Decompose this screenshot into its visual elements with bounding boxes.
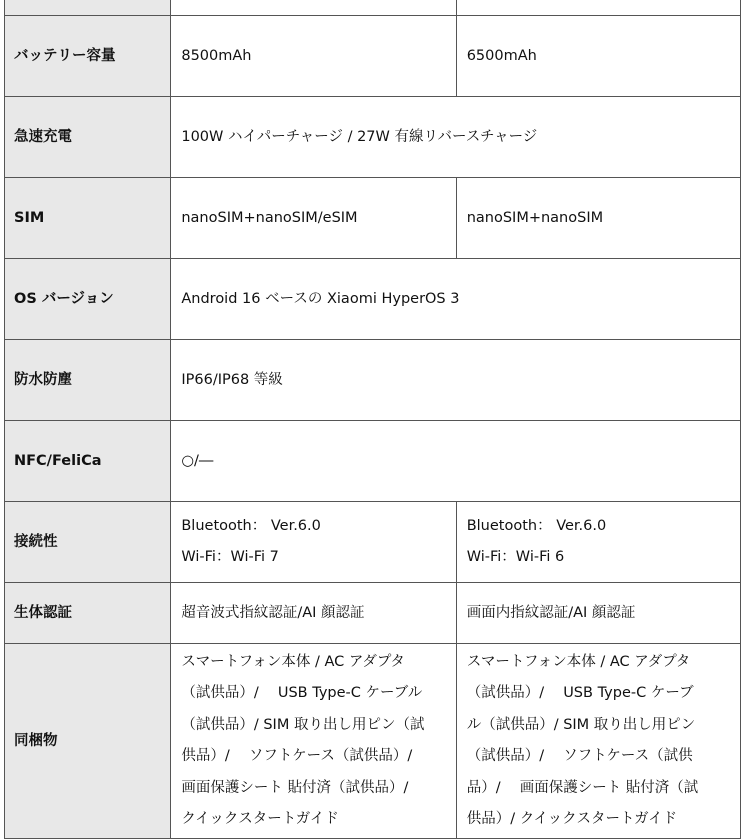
value-cell-merged: 100W ハイパーチャージ / 27W 有線リバースチャージ — [171, 97, 741, 178]
value-cell-merged: ○/― — [171, 421, 741, 502]
value-line: Wi-Fi：Wi-Fi 7 — [181, 549, 279, 565]
row-label: SIM — [5, 178, 171, 259]
table-row-fast-charge — [5, 97, 741, 178]
value-cell: nanoSIM+nanoSIM/eSIM — [171, 178, 456, 259]
value-cell — [456, 502, 740, 583]
value-cell — [171, 502, 456, 583]
value-cell: 画面内指紋認証/AI 顔認証 — [456, 583, 740, 644]
table-row-sim — [5, 178, 741, 259]
value-line: ル（試供品）/ SIM 取り出し用ピン — [466, 716, 696, 733]
table-row-top-partial — [5, 0, 741, 16]
value-cell — [171, 644, 456, 839]
value-line: 品）/ 画面保護シート 貼付済（試 — [466, 779, 699, 796]
value-line: （試供品）/ ソフトケース（試供 — [466, 748, 693, 764]
value-line: Bluetooth： Ver.6.0 — [466, 517, 607, 534]
value-cell — [171, 0, 456, 16]
row-label: OS バージョン — [5, 259, 171, 340]
row-label: 生体認証 — [5, 583, 171, 644]
spec-table — [4, 0, 741, 839]
row-label: 防水防塵 — [5, 340, 171, 421]
value-line: 供品）/ クイックスタートガイド — [466, 811, 678, 827]
value-line: Bluetooth： Ver.6.0 — [181, 517, 321, 534]
table-row-connectivity — [5, 502, 741, 583]
value-line: クイックスタートガイド — [181, 811, 339, 827]
value-line: 供品）/ ソフトケース（試供品）/ — [181, 748, 413, 764]
row-label — [5, 0, 171, 16]
value-line: 画面保護シート 貼付済（試供品）/ — [181, 779, 409, 796]
value-cell: 6500mAh — [456, 16, 740, 97]
value-cell: 8500mAh — [171, 16, 456, 97]
value-line: （試供品）/ USB Type-C ケーブル — [181, 685, 423, 701]
table-row-battery — [5, 16, 741, 97]
value-cell: nanoSIM+nanoSIM — [456, 178, 740, 259]
table-row-os-version — [5, 259, 741, 340]
value-line: スマートフォン本体 / AC アダプタ — [466, 653, 691, 670]
value-cell — [456, 0, 740, 16]
table-row-nfc — [5, 421, 741, 502]
value-cell — [456, 644, 740, 839]
value-line: （試供品）/ SIM 取り出し用ピン（試 — [181, 716, 425, 733]
value-cell-merged: Android 16 ベースの Xiaomi HyperOS 3 — [171, 259, 741, 340]
value-line: （試供品）/ USB Type-C ケーブ — [466, 685, 694, 701]
row-label: 同梱物 — [5, 644, 171, 839]
row-label: NFC/FeliCa — [5, 421, 171, 502]
row-label: 急速充電 — [5, 97, 171, 178]
table-row-biometrics — [5, 583, 741, 644]
table-row-water-resistance — [5, 340, 741, 421]
table-row-in-box — [5, 644, 741, 839]
value-cell-merged: IP66/IP68 等級 — [171, 340, 741, 421]
value-line: Wi-Fi：Wi-Fi 6 — [466, 549, 565, 565]
value-cell: 超音波式指紋認証/AI 顔認証 — [171, 583, 456, 644]
value-line: スマートフォン本体 / AC アダプタ — [181, 653, 405, 670]
row-label: バッテリー容量 — [5, 16, 171, 97]
row-label: 接続性 — [5, 502, 171, 583]
